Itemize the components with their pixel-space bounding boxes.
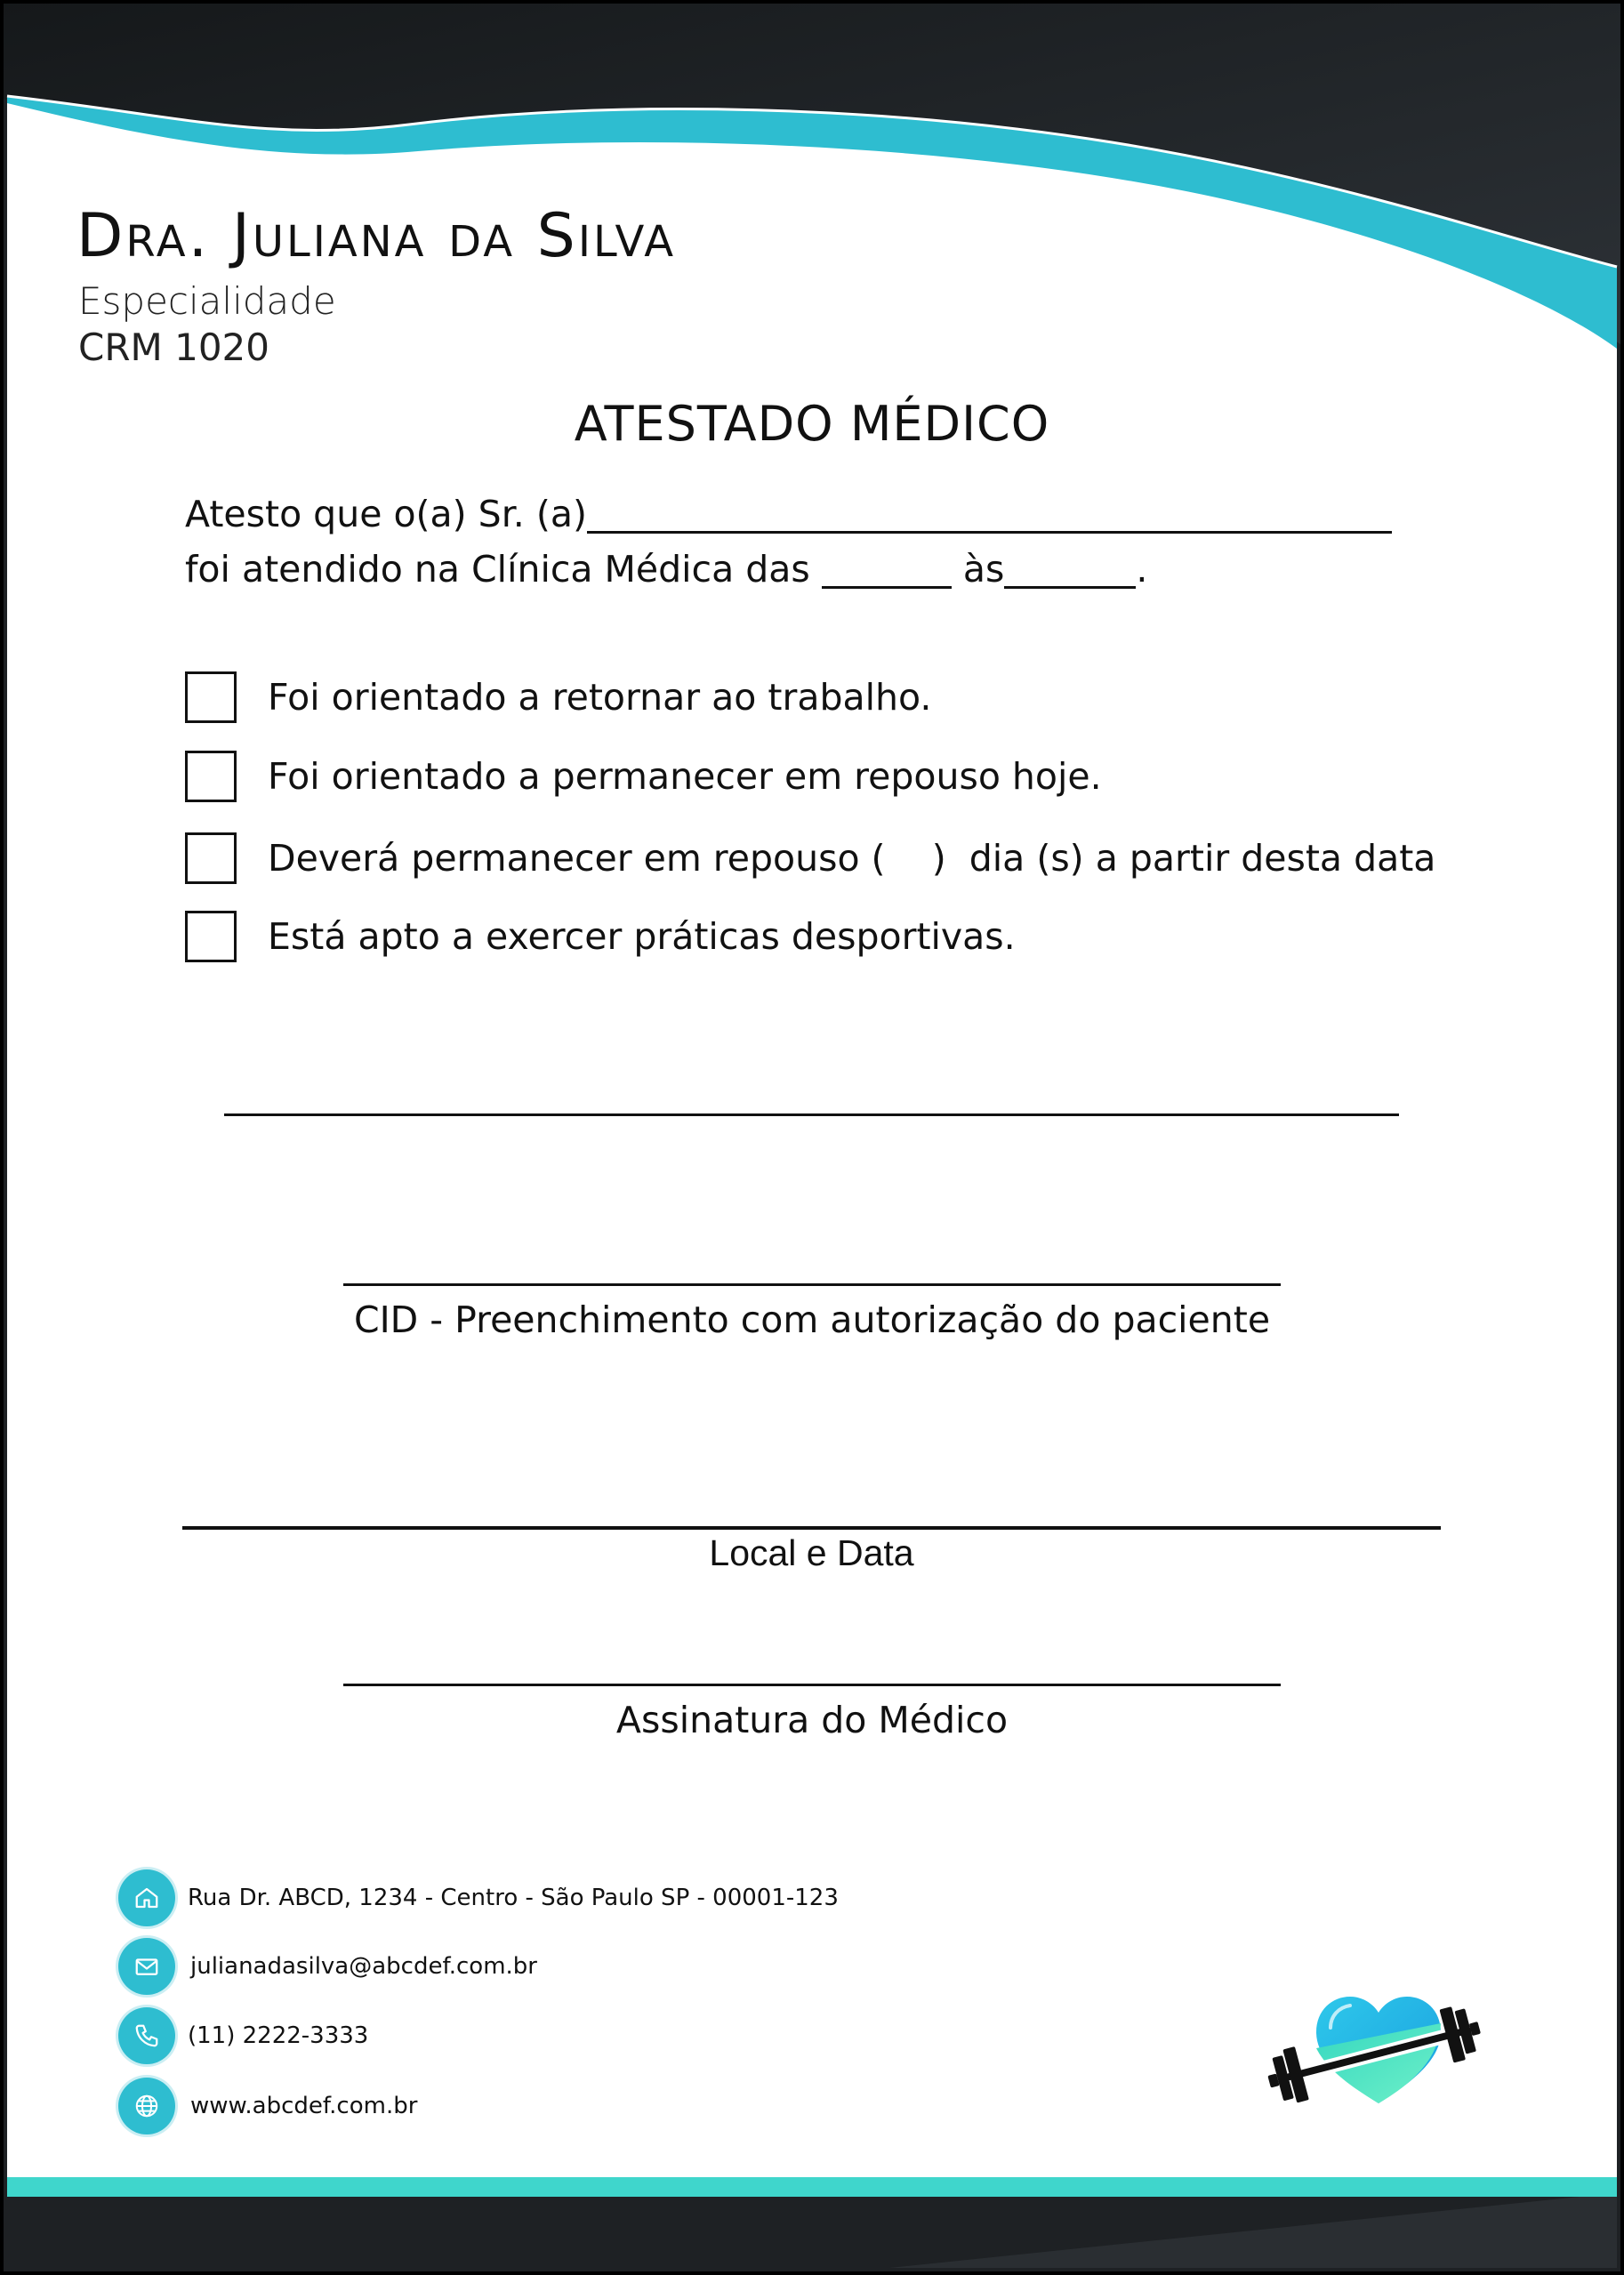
option-checkbox[interactable] — [185, 671, 237, 723]
contact-phone — [118, 2007, 368, 2064]
contact-address-text: Rua Dr. ABCD, 1234 - Centro - São Paulo SP - 00001-123 — [188, 1885, 839, 1911]
contact-phone-text: (11) 2222-3333 — [188, 2022, 369, 2049]
document-title: ATESTADO MÉDICO — [574, 396, 1050, 452]
option-fit-for-sports[interactable] — [185, 909, 1016, 964]
local-date-line[interactable] — [182, 1526, 1441, 1530]
option-label: Foi orientado a retornar ao trabalho. — [268, 675, 932, 719]
heart-dumbbell-logo — [1263, 1979, 1494, 2112]
option-rest-today[interactable] — [185, 749, 1102, 804]
contact-email — [118, 1938, 537, 1995]
notes-line[interactable] — [224, 1113, 1399, 1116]
patient-line-prefix: Atesto que o(a) Sr. (a) — [185, 493, 587, 535]
footer-teal-stripe — [7, 2177, 1617, 2197]
time-from-blank[interactable] — [822, 552, 952, 589]
option-return-to-work[interactable] — [185, 670, 931, 725]
option-label: Foi orientado a permanecer em repouso hoje. — [268, 754, 1102, 798]
option-label: Deverá permanecer em repouso ( ) dia (s) a partir desta data — [268, 836, 1436, 880]
local-date-caption: Local e Data — [709, 1532, 914, 1573]
contact-website-text[interactable]: www.abcdef.com.br — [190, 2093, 418, 2119]
time-line-end: . — [1136, 548, 1148, 591]
option-label: Está apto a exercer práticas desportivas. — [268, 914, 1016, 958]
doctor-crm: CRM 1020 — [78, 326, 269, 369]
cid-line[interactable] — [343, 1283, 1281, 1286]
patient-name-blank[interactable] — [587, 497, 1392, 534]
time-line-prefix: foi atendido na Clínica Médica das — [185, 548, 810, 591]
contact-address — [118, 1869, 839, 1926]
mail-icon — [118, 1938, 175, 1995]
option-rest-days[interactable] — [185, 831, 1435, 886]
patient-line — [185, 493, 1392, 535]
doctor-name: Dra. Juliana da Silva — [76, 201, 677, 271]
option-checkbox[interactable] — [185, 751, 237, 802]
phone-icon — [118, 2007, 175, 2064]
contact-website — [118, 2078, 417, 2134]
doctor-specialty: Especialidade — [78, 279, 336, 323]
option-checkbox[interactable] — [185, 832, 237, 884]
time-line — [185, 548, 1148, 591]
contact-email-text[interactable]: julianadasilva@abcdef.com.br — [190, 1953, 537, 1980]
home-icon — [118, 1869, 175, 1926]
signature-caption: Assinatura do Médico — [615, 1699, 1009, 1741]
option-checkbox[interactable] — [185, 911, 237, 962]
time-line-middle: às — [962, 548, 1005, 591]
globe-icon — [118, 2078, 175, 2134]
cid-caption: CID - Preenchimento com autorização do paciente — [353, 1298, 1271, 1341]
time-to-blank[interactable] — [1004, 552, 1136, 589]
signature-line[interactable] — [343, 1684, 1281, 1686]
